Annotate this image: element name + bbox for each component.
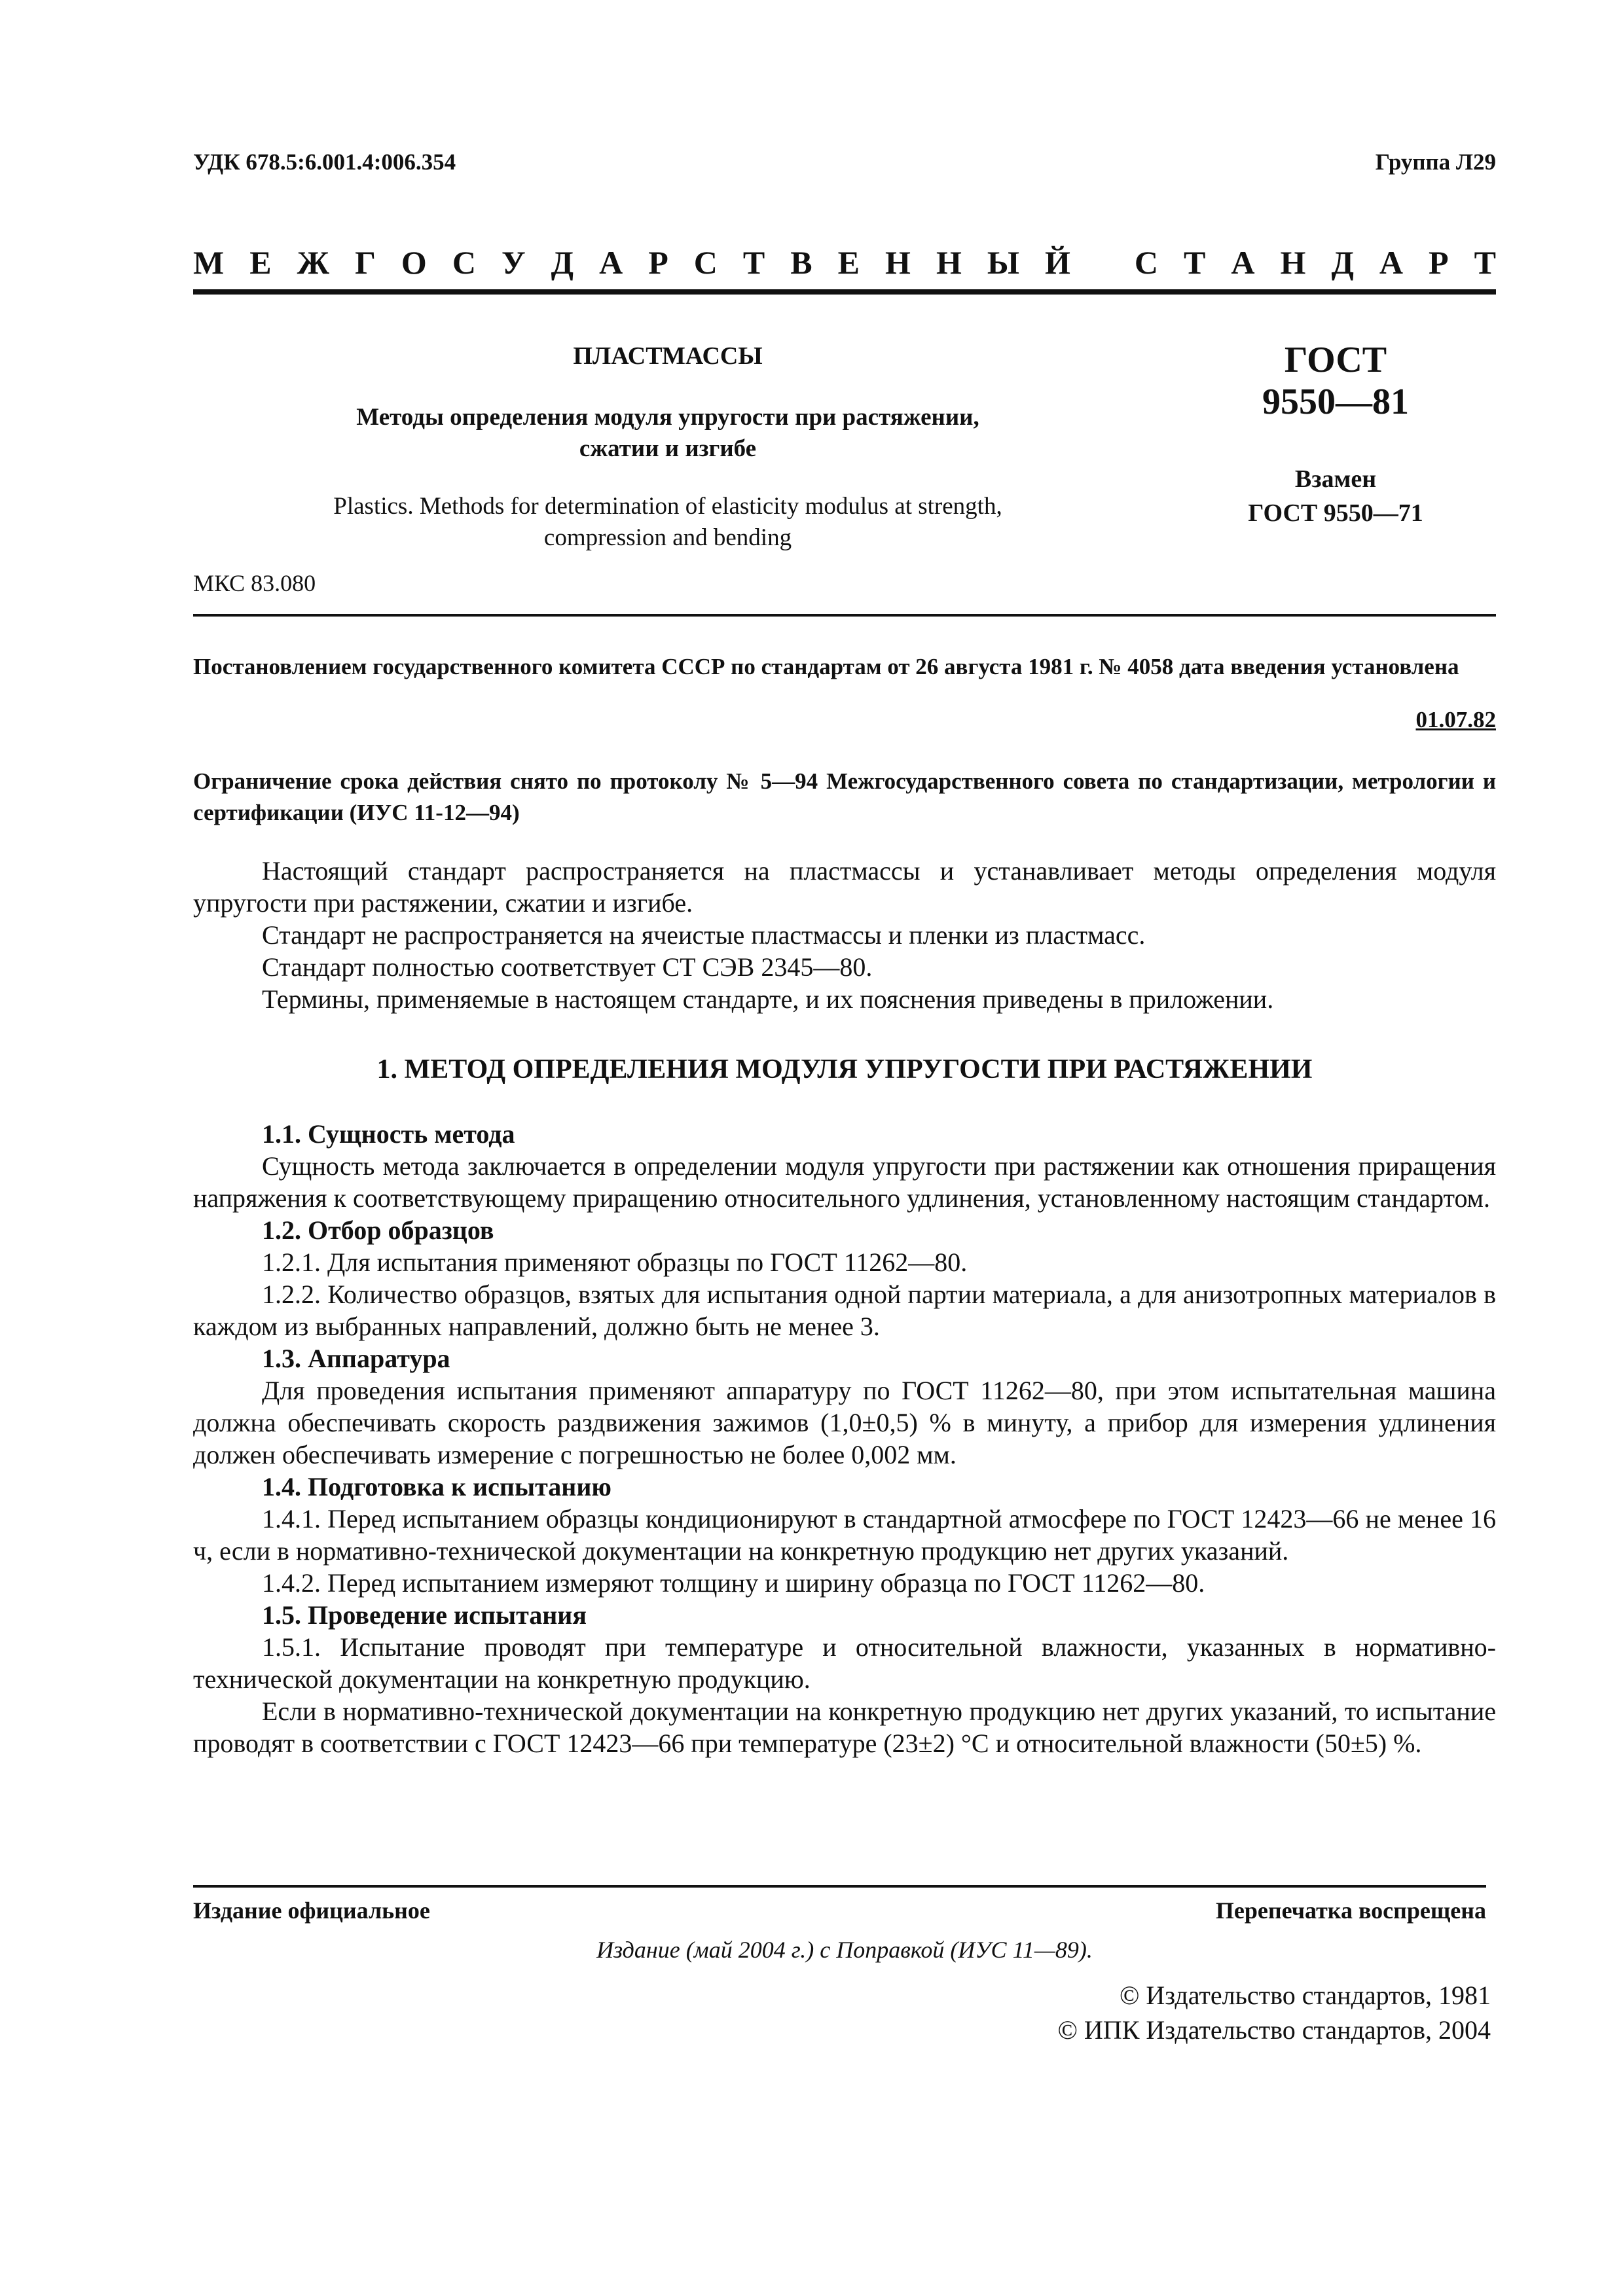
- subtitle-line: Методы определения модуля упругости при растяжении,: [356, 404, 979, 431]
- replaces-label: Взамен: [1294, 465, 1377, 493]
- banner-letter: Н: [936, 244, 962, 281]
- subtitle-line: сжатии и изгибе: [579, 435, 757, 462]
- paragraph: Если в нормативно-технической документации на конкретную продукцию нет других указаний, то испытание проводят в соответствии с ГОСТ 12423—66 при температуре (23±2) °С и относительной влажности (50±5) %.: [193, 1696, 1496, 1758]
- title-block: [193, 334, 1142, 554]
- banner-letter: Д: [1331, 244, 1354, 281]
- title-rule: [193, 614, 1496, 617]
- standard-banner: [193, 243, 1496, 281]
- banner-letter: Т: [1184, 244, 1206, 281]
- banner-letter: О: [401, 244, 427, 281]
- banner-letter: С: [1134, 244, 1159, 281]
- banner-letter: Н: [885, 244, 911, 281]
- banner-letter: Р: [1429, 244, 1449, 281]
- subsection-heading: 1.1. Сущность метода: [262, 1119, 515, 1149]
- banner-letter: В: [790, 244, 812, 281]
- section-heading: 1. МЕТОД ОПРЕДЕЛЕНИЯ МОДУЛЯ УПРУГОСТИ ПРИ РАСТЯЖЕНИИ: [376, 1054, 1313, 1085]
- paragraph: 1.5.1. Испытание проводят при температуре и относительной влажности, указанных в нормативно-технической документации на конкретную продукцию.: [193, 1632, 1496, 1694]
- banner-letter: Е: [249, 244, 272, 281]
- subsection-heading: 1.2. Отбор образцов: [262, 1215, 494, 1245]
- paragraph: 1.2.1. Для испытания применяют образцы по ГОСТ 11262—80.: [262, 1247, 968, 1277]
- banner-letter: Ы: [987, 244, 1019, 281]
- gost-label: ГОСТ: [1284, 340, 1387, 380]
- header-rule: [193, 289, 1496, 295]
- banner-letter: Н: [1280, 244, 1306, 281]
- intro-paragraph: Настоящий стандарт распространяется на пластмассы и устанавливает методы определения модуля упругости при растяжении, сжатии и изгибе.: [193, 856, 1496, 918]
- document-title: ПЛАСТМАССЫ: [573, 342, 763, 370]
- section-body: [193, 1118, 1496, 1759]
- gost-number: 9550—81: [1262, 382, 1409, 422]
- udk-code: УДК 678.5:6.001.4:006.354: [193, 149, 456, 175]
- english-title-line: Plastics. Methods for determination of elasticity modulus at strength,: [333, 493, 1002, 520]
- gost-designation: [1175, 334, 1496, 530]
- replaced-gost: ГОСТ 9550—71: [1248, 499, 1423, 527]
- english-title: [193, 491, 1142, 554]
- document-subtitle: [193, 402, 1142, 465]
- paragraph: Сущность метода заключается в определении модуля упругости при растяжении как отношения приращения напряжения к соответствующему приращению относительного удлинения, установленному настоящим стандартом.: [193, 1151, 1496, 1213]
- banner-letter: А: [1231, 244, 1255, 281]
- decree-text: Постановлением государственного комитета СССР по стандартам от 26 августа 1981 г. № 4058 дата введения установлена: [193, 654, 1459, 679]
- intro-paragraph: Термины, применяемые в настоящем стандарте, и их пояснения приведены в приложении.: [262, 984, 1274, 1014]
- banner-letter: М: [193, 244, 225, 281]
- banner-letter: Р: [648, 244, 668, 281]
- subsection-heading: 1.5. Проведение испытания: [262, 1600, 587, 1630]
- paragraph: 1.4.2. Перед испытанием измеряют толщину и ширину образца по ГОСТ 11262—80.: [262, 1568, 1205, 1598]
- subsection-heading: 1.4. Подготовка к испытанию: [262, 1472, 611, 1501]
- english-title-line: compression and bending: [543, 524, 792, 551]
- banner-letter: Е: [837, 244, 860, 281]
- paragraph: Для проведения испытания применяют аппаратуру по ГОСТ 11262—80, при этом испытательная машина должна обеспечивать скорость раздвижения зажимов (1,0±0,5) % в минуту, а прибор для измерения удлинения должен обеспечивать измерение с погрешностью не более 0,002 мм.: [193, 1376, 1496, 1469]
- paragraph: 1.2.2. Количество образцов, взятых для испытания одной партии материала, а для анизотропных материалов в каждом из выбранных направлений, должно быть не менее 3.: [193, 1280, 1496, 1341]
- reprint-notice: Перепечатка воспрещена: [1215, 1897, 1486, 1924]
- banner-letter: Й: [1044, 244, 1070, 281]
- subsection-heading: 1.3. Аппаратура: [262, 1344, 450, 1373]
- intro-paragraph: Стандарт не распространяется на ячеистые пластмассы и пленки из пластмасс.: [262, 920, 1146, 950]
- banner-letter: Т: [1474, 244, 1496, 281]
- group-code: Группа Л29: [1375, 149, 1496, 175]
- mks-code: МКС 83.080: [193, 570, 316, 596]
- banner-letter: С: [452, 244, 476, 281]
- banner-letter: А: [1379, 244, 1403, 281]
- copyright-1981: © Издательство стандартов, 1981: [1119, 1981, 1491, 2010]
- banner-letter: Д: [551, 244, 574, 281]
- banner-letter: Г: [355, 244, 376, 281]
- banner-letter: Ж: [297, 244, 330, 281]
- edition-note: Издание (май 2004 г.) с Поправкой (ИУС 11—89).: [596, 1937, 1093, 1963]
- paragraph: 1.4.1. Перед испытанием образцы кондиционируют в стандартной атмосфере по ГОСТ 12423—66 не менее 16 ч, если в нормативно-технической документации на конкретную продукцию нет других указаний.: [193, 1504, 1496, 1566]
- banner-letter: А: [599, 244, 623, 281]
- restriction-note: Ограничение срока действия снято по протоколу № 5—94 Межгосударственного совета по стандартизации, метрологии и сертификации (ИУС 11-12—94): [193, 768, 1496, 825]
- banner-letter: У: [501, 244, 526, 281]
- banner-letter: С: [693, 244, 718, 281]
- footer-rule: [193, 1885, 1486, 1888]
- copyright-2004: © ИПК Издательство стандартов, 2004: [1057, 2015, 1491, 2045]
- introduction-date: 01.07.82: [1415, 707, 1496, 732]
- banner-letter: Т: [742, 244, 765, 281]
- intro-paragraph: Стандарт полностью соответствует СТ СЭВ 2345—80.: [262, 952, 873, 982]
- introduction: [193, 855, 1496, 1015]
- official-edition: Издание официальное: [193, 1897, 430, 1924]
